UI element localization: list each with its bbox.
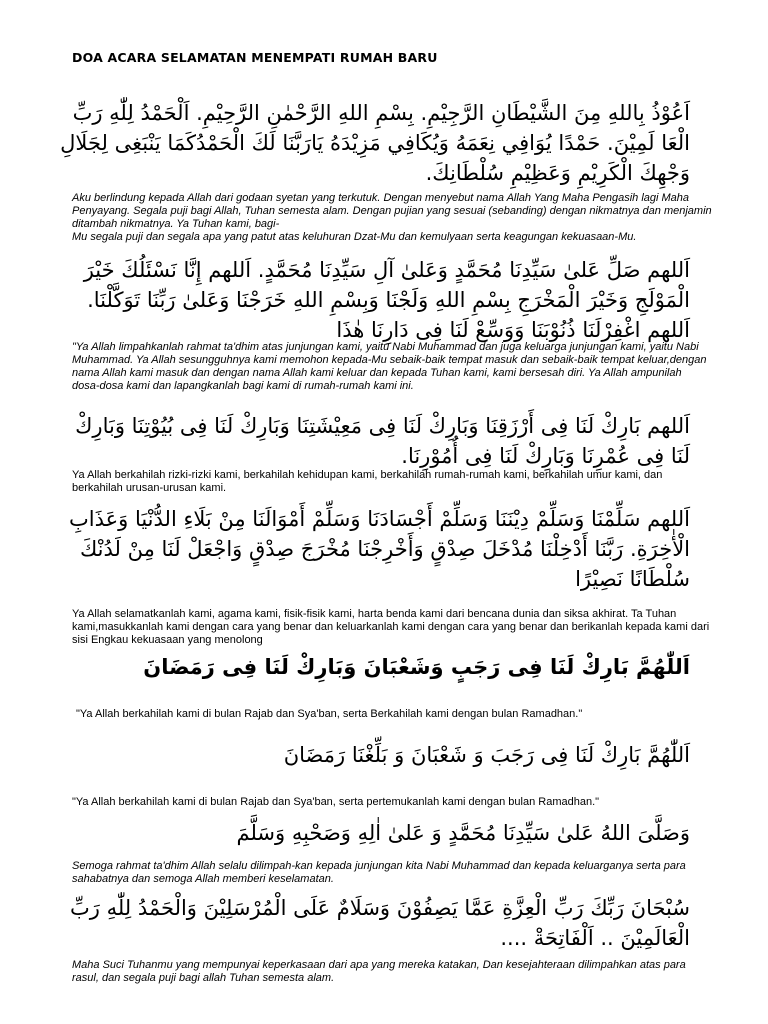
translation-1: Aku berlindung kepada Allah dari godaan syetan yang terkutuk. Dengan menyebut nama Allah Yang Maha Pengasih lagi Maha Penyayang. Segala puji bagi Allah, Tuhan semesta alam. Dengan pujian yang sesuai (sebanding) dengan nikmatnya dan menjamin ditambah nikmatnya. Ya Tuhan kami, bagi- Mu segala puji dan segala apa yang patut atas keluhuran Dzat-Mu dan kemulyaan serta keagungan kekuasaan-Mu.	[72, 192, 712, 243]
arabic-prayer-4: اَللهم سَلِّمْنَا وَسَلِّمْ دِيْنَنَا وَسَلِّمْ أَجْسَادَنَا وَسَلِّمْ أَمْوَالَنَا مِنْ بَلَاءِ الدُّنْيَا وَعَذَابِ الْأٰخِرَةِ. رَبَّنَا أَدْخِلْنَا مُدْخَلَ صِدْقٍ وَأَخْرِجْنَا مُخْرَجَ صِدْقٍ وَاجْعَلْ لَنَا مِنْ لَدُنْكَ سُلْطَانًا نَصِيْرًا	[68, 507, 690, 591]
translation-4: Ya Allah selamatkanlah kami, agama kami, fisik-fisik kami, harta benda kami dari bencana dunia dan siksa akhirat. Ta Tuhan kami,masukkanlah kami dengan cara yang benar dan keluarkanlah kami dengan cara yang benar dan berikanlah kepada kami dari sisi Engkau kekuasaan yang menolong	[72, 608, 710, 646]
arabic-prayer-1: اَعُوْذُ بِاللهِ مِنَ الشَّيْطَانِ الرَّجِيْمِ. بِسْمِ اللهِ الرَّحْمٰنِ الرَّحِيْمِ. اَلْحَمْدُ لِلّٰهِ رَبِّ الْعَا لَمِيْنَ. حَمْدًا يُوَافِي نِعَمَهُ وَيُكَافِي مَزِيْدَهُ يَارَبَّنَا لَكَ الْحَمْدُكَمَا يَنْبَغِى لِجَلَالِ وَجْهِكَ الْكَرِيْمِ وَعَظِيْمِ سُلْطَانِكَ.	[60, 101, 690, 185]
arabic-prayer-2: اَللهم صَلِّ عَلىٰ سَيِّدِنَا مُحَمَّدٍ وَعَلىٰ آلِ سَيِّدِنَا مُحَمَّدٍ. اَللهم إِنَّا نَسْئَلُكَ خَيْرَ الْمَوْلَجِ وَخَيْرَ الْمَخْرَجِ بِسْمِ اللهِ وَلَجْنَا وَبِسْمِ اللهِ خَرَجْنَا وَعَلىٰ رَبِّنَا تَوَكَّلْنَا. اَللهم اغْفِرْلَنَا ذُنُوْبَنَا وَوَسِّعْ لَنَا فِى دَارِنَا هٰذَا	[83, 258, 690, 342]
translation-3: Ya Allah berkahilah rizki-rizki kami, berkahilah kehidupan kami, berkahilah rumah-rumah kami, berkahilah umur kami, dan berkahilah urusan-urusan kami.	[72, 469, 663, 494]
translation-6: "Ya Allah berkahilah kami di bulan Rajab dan Sya'ban, serta pertemukanlah kami dengan bulan Ramadhan."	[72, 796, 600, 808]
translation-8: Maha Suci Tuhanmu yang mempunyai keperkasaan dari apa yang mereka katakan, Dan kesejahteraan dilimpahkan atas para rasul, dan segala puji bagi allah Tuhan semesta alam.	[72, 959, 686, 984]
arabic-prayer-7: وَصَلَّىَ اللهُ عَلىٰ سَيِّدِنَا مُحَمَّدٍ وَ عَلىٰ اٰلِهِ وَصَحْبِهِ وَسَلَّمَ	[236, 821, 690, 845]
arabic-prayer-6: اَللّٰهُمَّ بَارِكْ لَنَا فِى رَجَبَ وَ شَعْبَانَ وَ بَلِّغْنَا رَمَضَانَ	[283, 743, 690, 767]
translation-2: "Ya Allah limpahkanlah rahmat ta'dhim atas junjungan kami, yaitu Nabi Muhammad dan juga keluarga junjungan kami, yaitu Nabi Muhammad. Ya Allah sesungguhnya kami memohon kepada-Mu sebaik-baik tempat masuk dan sebaik-baik tempat keluar,dengan nama Allah kami masuk dan dengan nama Allah kami keluar dan kepada Tuhan kami, kami bersesah diri. Ya Allah ampunilah dosa-dosa kami dan lapangkanlah bagi kami di rumah-rumah kami ini.	[72, 341, 707, 392]
translation-5: "Ya Allah berkahilah kami di bulan Rajab dan Sya'ban, serta Berkahilah kami dengan bulan Ramadhan."	[76, 708, 583, 720]
arabic-prayer-3: اَللهم بَارِكْ لَنَا فِى أَرْزَقِنَا وَبَارِكْ لَنَا فِى مَعِيْشَتِنَا وَبَارِكْ لَنَا فِى بُيُوْتِنَا وَبَارِكْ لَنَا فِى عُمْرِنَا وَبَارِكْ لَنَا فِى أُمُوْرِنَا.	[75, 414, 690, 468]
page-title: DOA ACARA SELAMATAN MENEMPATI RUMAH BARU	[72, 50, 438, 65]
arabic-prayer-8: سُبْحَانَ رَبِّكَ رَبِّ الْعِزَّةِ عَمَّا يَصِفُوْنَ وَسَلَامٌ عَلَى الْمُرْسَلِيْنَ وَالْحَمْدُ لِلّٰهِ رَبِّ الْعَالَمِيْنَ .. اَلْفَاتِحَةْ ....	[69, 896, 690, 950]
translation-7: Semoga rahmat ta'dhim Allah selalu dilimpah-kan kepada junjungan kita Nabi Muhammad dan kepada keluarganya serta para sahabatnya dan semoga Allah memberi keselamatan.	[72, 860, 686, 885]
arabic-prayer-5: اَللّٰهُمَّ بَارِكْ لَنَا فِى رَجَبٍ وَشَعْبَانَ وَبَارِكْ لَنَا فِى رَمَضَانَ	[143, 655, 690, 679]
